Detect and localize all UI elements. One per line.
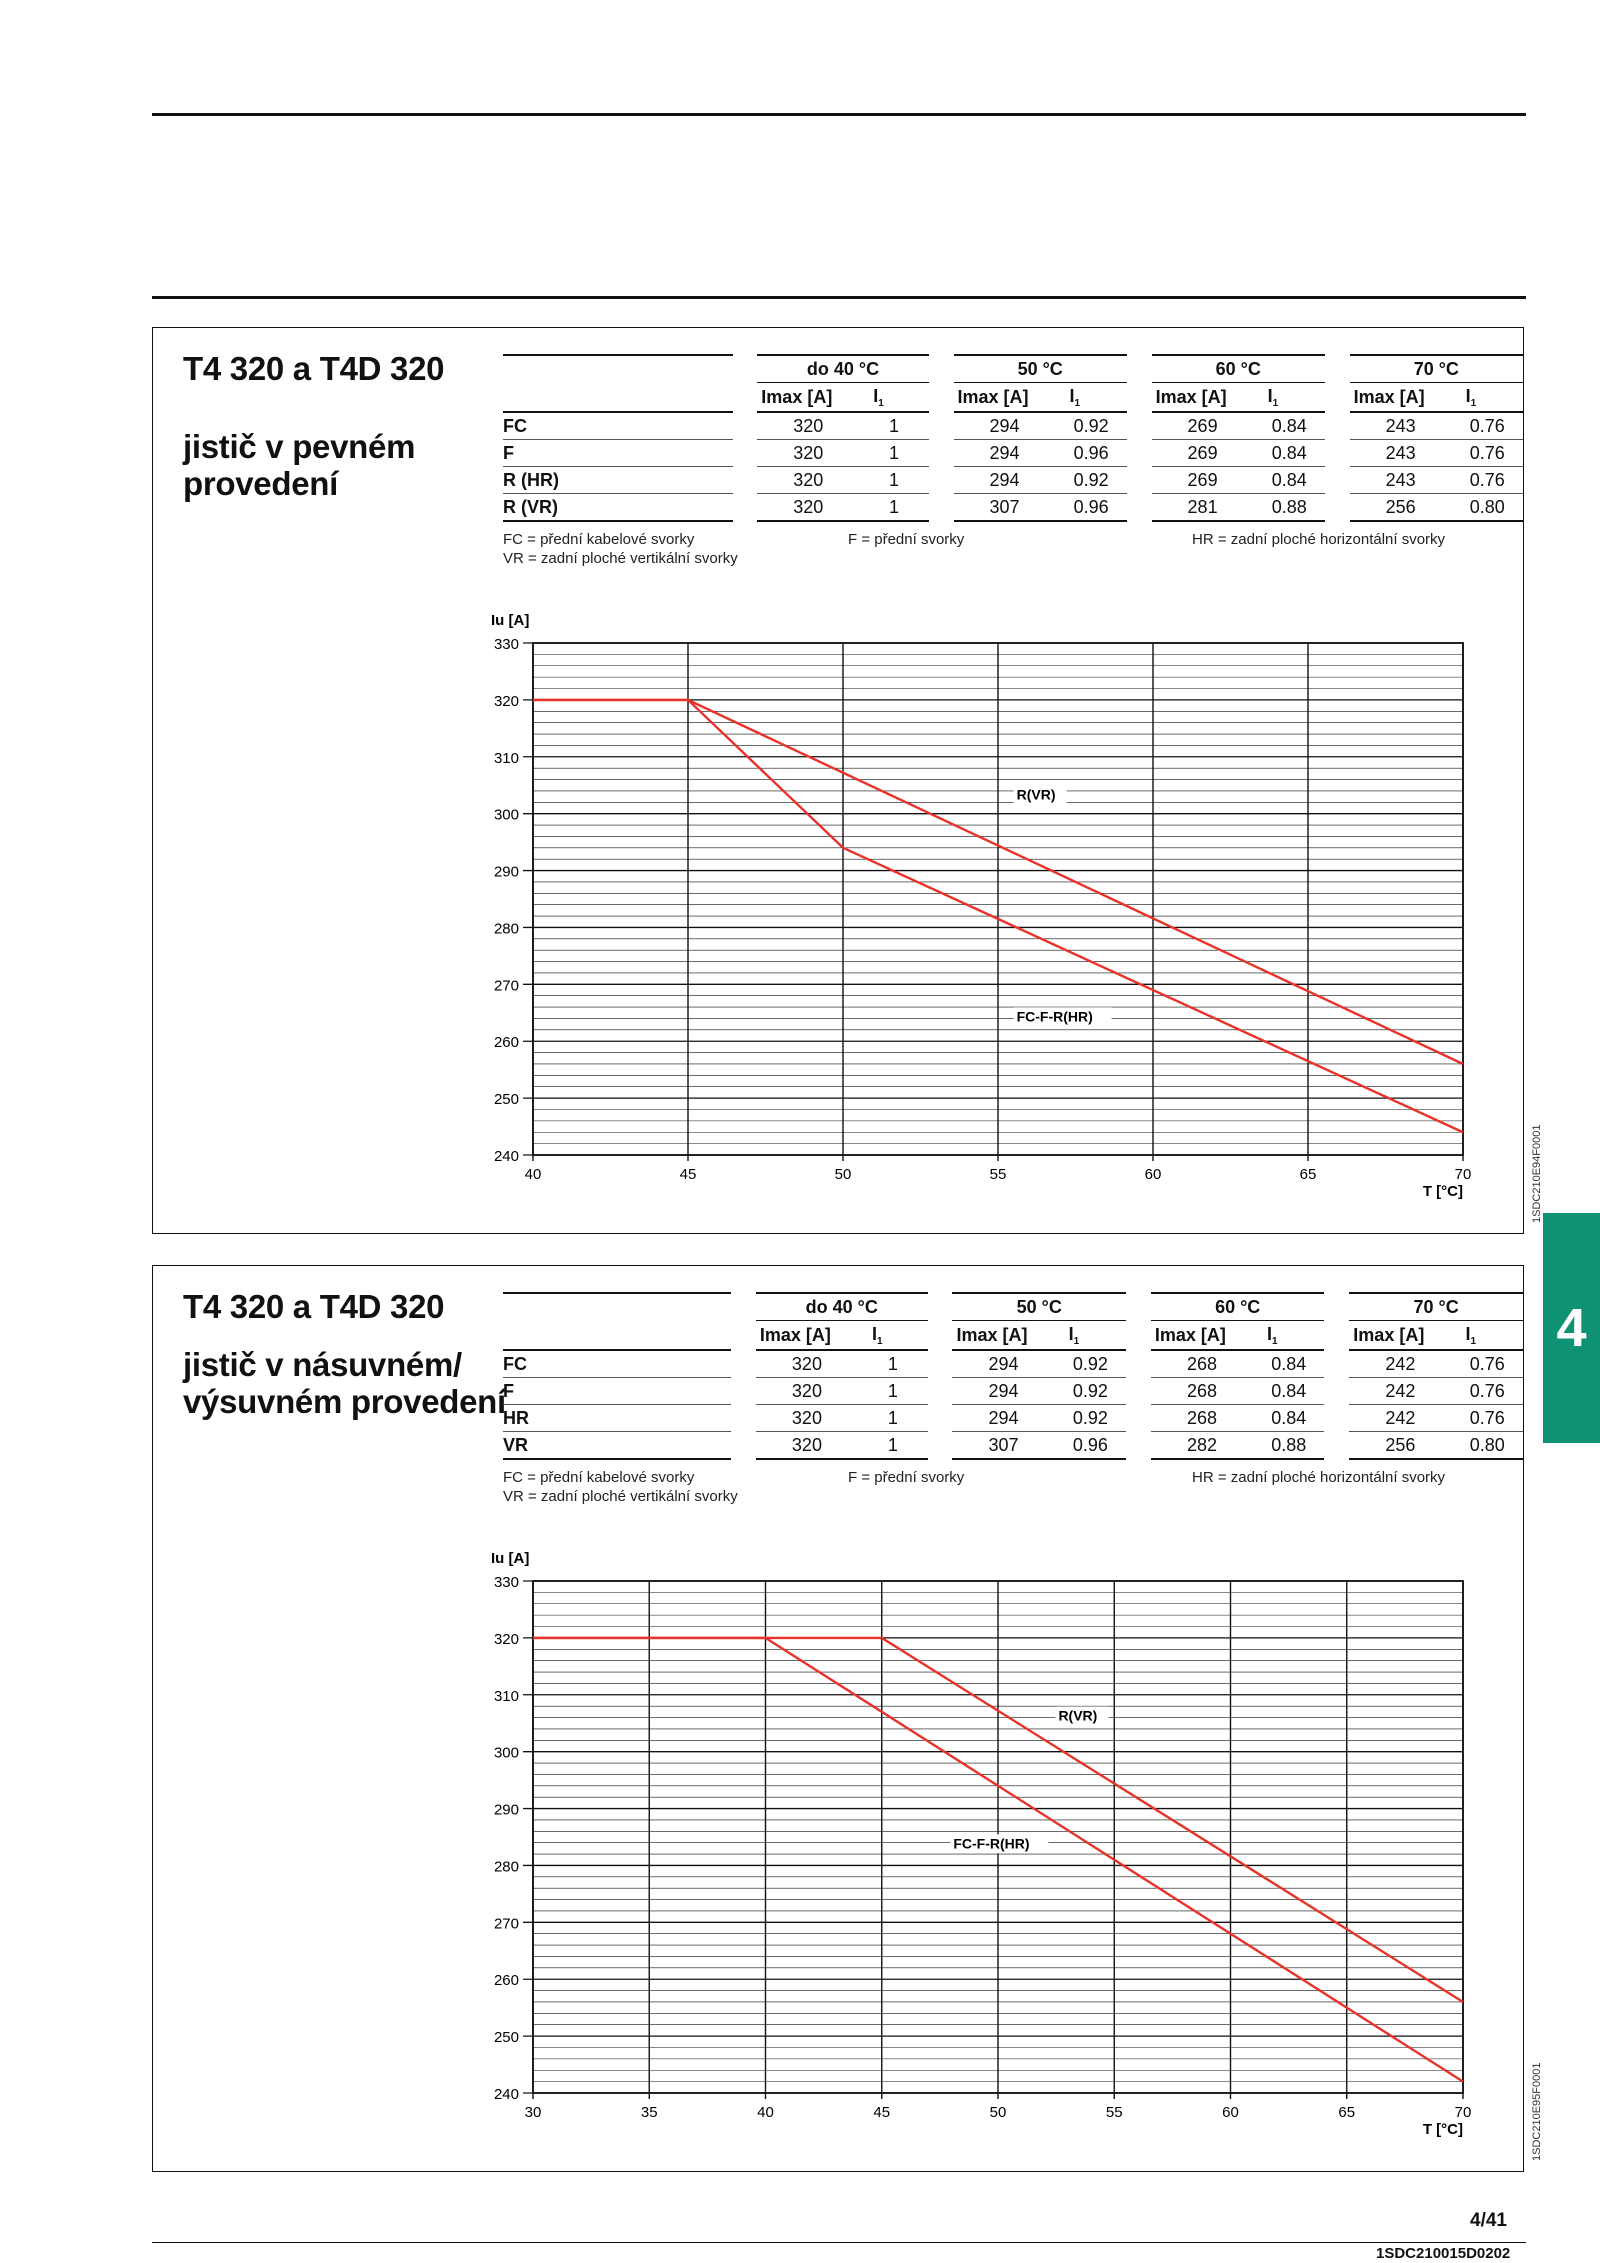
cell-i1: 0.76 xyxy=(1451,1405,1523,1432)
cell-i1: 0.84 xyxy=(1254,412,1325,440)
table-row xyxy=(503,494,1523,522)
cell-i1: 0.80 xyxy=(1452,494,1523,522)
x-tick-label: 35 xyxy=(640,2104,658,2121)
x-tick-label: 45 xyxy=(873,2104,891,2121)
y-axis-label: Iu [A] xyxy=(491,1550,530,1567)
derating-table xyxy=(503,1292,1523,1460)
cell-imax: 242 xyxy=(1349,1350,1451,1378)
col-imax: Imax [A] xyxy=(1151,1321,1253,1351)
cell-i1: 0.92 xyxy=(1056,467,1127,494)
note-vr: VR = zadní ploché vertikální svorky xyxy=(503,1488,738,1505)
panel-title: T4 320 a T4D 320 xyxy=(183,350,445,387)
cell-i1: 0.84 xyxy=(1253,1405,1324,1432)
page-number: 4/41 xyxy=(1470,2210,1507,2231)
cell-imax: 320 xyxy=(756,1405,858,1432)
col-imax: Imax [A] xyxy=(1349,1321,1451,1351)
panel-title: T4 320 a T4D 320 xyxy=(183,1288,445,1325)
cell-imax: 320 xyxy=(756,1350,858,1378)
x-tick-label: 70 xyxy=(1454,2104,1472,2121)
cell-i1: 0.92 xyxy=(1055,1405,1126,1432)
table-row xyxy=(503,1350,1523,1378)
cell-imax: 243 xyxy=(1350,412,1452,440)
x-tick-label: 55 xyxy=(1105,2104,1123,2121)
x-tick-label: 60 xyxy=(1144,1166,1162,1183)
cell-i1: 0.76 xyxy=(1452,467,1523,494)
header-rule-bottom xyxy=(152,296,1526,299)
row-label: VR xyxy=(503,1432,731,1460)
cell-imax: 242 xyxy=(1349,1405,1451,1432)
cell-imax: 269 xyxy=(1152,412,1254,440)
cell-imax: 243 xyxy=(1350,440,1452,467)
y-tick-label: 290 xyxy=(493,1801,519,1819)
table-group-header: 50 °C xyxy=(952,1293,1126,1321)
cell-imax: 256 xyxy=(1350,494,1452,522)
cell-imax: 268 xyxy=(1151,1350,1253,1378)
series-label: FC-F-R(HR) xyxy=(1016,1008,1093,1025)
cell-imax: 320 xyxy=(757,440,859,467)
y-tick-label: 310 xyxy=(493,749,519,767)
cell-imax: 242 xyxy=(1349,1378,1451,1405)
y-tick-label: 330 xyxy=(493,636,519,653)
cell-i1: 1 xyxy=(858,1432,928,1460)
cell-i1: 0.92 xyxy=(1055,1350,1126,1378)
chapter-tab: 4 xyxy=(1543,1213,1600,1443)
x-tick-label: 50 xyxy=(989,2104,1007,2121)
cell-imax: 256 xyxy=(1349,1432,1451,1460)
row-label: FC xyxy=(503,412,733,440)
y-tick-label: 250 xyxy=(493,2029,519,2047)
col-i1: $I_1$ xyxy=(1254,383,1325,413)
y-tick-label: 240 xyxy=(493,1148,519,1165)
x-tick-label: 65 xyxy=(1299,1166,1317,1183)
note-f: F = přední svorky xyxy=(848,531,965,548)
cell-i1: 0.76 xyxy=(1451,1350,1523,1378)
y-tick-label: 320 xyxy=(493,692,519,710)
cell-i1: 0.80 xyxy=(1451,1432,1523,1460)
cell-imax: 268 xyxy=(1151,1405,1253,1432)
derating-chart xyxy=(493,598,1503,1218)
table-group-header: 60 °C xyxy=(1151,1293,1325,1321)
cell-i1: 1 xyxy=(858,1405,928,1432)
col-i1: $I_1$ xyxy=(1452,383,1523,413)
col-i1: $I_1$ xyxy=(858,1321,928,1351)
y-tick-label: 300 xyxy=(493,1744,519,1762)
x-tick-label: 45 xyxy=(679,1166,697,1183)
x-tick-label: 60 xyxy=(1222,2104,1239,2121)
note-fc: FC = přední kabelové svorky xyxy=(503,1469,695,1486)
series-label: R(VR) xyxy=(1016,786,1056,803)
y-tick-label: 280 xyxy=(493,1858,519,1876)
x-tick-label: 30 xyxy=(524,2104,542,2121)
table-row xyxy=(503,412,1523,440)
row-label: F xyxy=(503,440,733,467)
cell-imax: 269 xyxy=(1152,440,1254,467)
header-rule-top xyxy=(152,113,1526,116)
y-tick-label: 330 xyxy=(493,1574,519,1591)
cell-i1: 0.92 xyxy=(1056,412,1127,440)
col-i1: $I_1$ xyxy=(1451,1321,1523,1351)
cell-imax: 307 xyxy=(952,1432,1054,1460)
cell-imax: 282 xyxy=(1151,1432,1253,1460)
cell-i1: 0.84 xyxy=(1254,467,1325,494)
cell-i1: 0.76 xyxy=(1452,412,1523,440)
note-vr: VR = zadní ploché vertikální svorky xyxy=(503,550,738,567)
cell-i1: 1 xyxy=(859,412,929,440)
table-row xyxy=(503,440,1523,467)
col-imax: Imax [A] xyxy=(756,1321,858,1351)
row-label: R (HR) xyxy=(503,467,733,494)
cell-i1: 0.84 xyxy=(1253,1378,1324,1405)
cell-i1: 0.84 xyxy=(1253,1350,1324,1378)
table-group-header: do 40 °C xyxy=(756,1293,928,1321)
panel-fixed xyxy=(152,327,1543,1234)
col-i1: $I_1$ xyxy=(1056,383,1127,413)
y-tick-label: 310 xyxy=(493,1687,519,1705)
cell-imax: 294 xyxy=(954,412,1056,440)
derating-chart xyxy=(493,1536,1503,2156)
table-row xyxy=(503,1432,1523,1460)
y-axis-label: Iu [A] xyxy=(491,612,530,629)
cell-imax: 294 xyxy=(952,1378,1054,1405)
cell-i1: 1 xyxy=(859,440,929,467)
note-fc: FC = přední kabelové svorky xyxy=(503,531,695,548)
panel-subtitle: jistič v násuvném/ výsuvném provedení xyxy=(183,1346,506,1420)
figure-code: 1SDC210E95F0001 xyxy=(1531,2062,1543,2161)
col-imax: Imax [A] xyxy=(757,383,859,413)
row-label: HR xyxy=(503,1405,731,1432)
row-label: F xyxy=(503,1378,731,1405)
x-tick-label: 65 xyxy=(1338,2104,1356,2121)
cell-i1: 0.84 xyxy=(1254,440,1325,467)
cell-imax: 281 xyxy=(1152,494,1254,522)
table-group-header: 50 °C xyxy=(954,355,1127,383)
cell-imax: 268 xyxy=(1151,1378,1253,1405)
panel-subtitle: jistič v pevném provedení xyxy=(183,428,416,502)
y-tick-label: 320 xyxy=(493,1630,519,1648)
x-tick-label: 70 xyxy=(1454,1166,1472,1183)
cell-i1: 1 xyxy=(859,467,929,494)
y-tick-label: 240 xyxy=(493,2086,519,2103)
cell-imax: 320 xyxy=(756,1378,858,1405)
x-tick-label: 40 xyxy=(524,1166,542,1183)
cell-imax: 269 xyxy=(1152,467,1254,494)
cell-i1: 1 xyxy=(859,494,929,522)
cell-i1: 0.76 xyxy=(1451,1378,1523,1405)
col-imax: Imax [A] xyxy=(952,1321,1054,1351)
cell-i1: 0.88 xyxy=(1254,494,1325,522)
cell-imax: 294 xyxy=(954,440,1056,467)
series-label: FC-F-R(HR) xyxy=(953,1835,1030,1852)
table-group-header: 70 °C xyxy=(1349,1293,1523,1321)
y-tick-label: 250 xyxy=(493,1091,519,1109)
cell-imax: 320 xyxy=(757,494,859,522)
table-group-header: do 40 °C xyxy=(757,355,928,383)
cell-i1: 0.92 xyxy=(1055,1378,1126,1405)
note-hr: HR = zadní ploché horizontální svorky xyxy=(1192,531,1446,548)
table-row xyxy=(503,467,1523,494)
x-tick-label: 50 xyxy=(834,1166,852,1183)
col-i1: $I_1$ xyxy=(1055,1321,1126,1351)
cell-i1: 0.96 xyxy=(1056,494,1127,522)
table-row xyxy=(503,1378,1523,1405)
row-label: R (VR) xyxy=(503,494,733,522)
y-tick-label: 270 xyxy=(493,977,519,995)
note-hr: HR = zadní ploché horizontální svorky xyxy=(1192,1469,1446,1486)
table-group-header: 70 °C xyxy=(1350,355,1523,383)
col-imax: Imax [A] xyxy=(1350,383,1452,413)
series-label: R(VR) xyxy=(1058,1707,1098,1724)
cell-i1: 0.88 xyxy=(1253,1432,1324,1460)
row-label: FC xyxy=(503,1350,731,1378)
cell-imax: 307 xyxy=(954,494,1056,522)
y-tick-label: 270 xyxy=(493,1915,519,1933)
cell-i1: 0.96 xyxy=(1055,1432,1126,1460)
cell-i1: 0.76 xyxy=(1452,440,1523,467)
y-tick-label: 290 xyxy=(493,863,519,881)
x-tick-label: 55 xyxy=(989,1166,1007,1183)
cell-imax: 320 xyxy=(757,412,859,440)
y-tick-label: 280 xyxy=(493,920,519,938)
col-i1: $I_1$ xyxy=(1253,1321,1324,1351)
table-group-header: 60 °C xyxy=(1152,355,1325,383)
cell-imax: 320 xyxy=(757,467,859,494)
cell-i1: 1 xyxy=(858,1378,928,1405)
figure-code: 1SDC210E94F0001 xyxy=(1531,1124,1543,1223)
panel-plugin xyxy=(152,1265,1543,2172)
y-tick-label: 260 xyxy=(493,1972,519,1990)
document-code: 1SDC210015D0202 xyxy=(1376,2245,1511,2262)
col-imax: Imax [A] xyxy=(954,383,1056,413)
cell-imax: 320 xyxy=(756,1432,858,1460)
y-tick-label: 260 xyxy=(493,1034,519,1052)
col-imax: Imax [A] xyxy=(1152,383,1254,413)
x-axis-label: T [°C] xyxy=(1422,2121,1463,2138)
cell-imax: 294 xyxy=(954,467,1056,494)
y-tick-label: 300 xyxy=(493,806,519,824)
x-axis-label: T [°C] xyxy=(1422,1183,1463,1200)
derating-table xyxy=(503,354,1523,522)
cell-imax: 243 xyxy=(1350,467,1452,494)
cell-i1: 0.96 xyxy=(1056,440,1127,467)
cell-imax: 294 xyxy=(952,1405,1054,1432)
cell-i1: 1 xyxy=(858,1350,928,1378)
table-row xyxy=(503,1405,1523,1432)
note-f: F = přední svorky xyxy=(848,1469,965,1486)
col-i1: $I_1$ xyxy=(859,383,929,413)
x-tick-label: 40 xyxy=(757,2104,774,2121)
footer-rule xyxy=(152,2242,1526,2243)
cell-imax: 294 xyxy=(952,1350,1054,1378)
